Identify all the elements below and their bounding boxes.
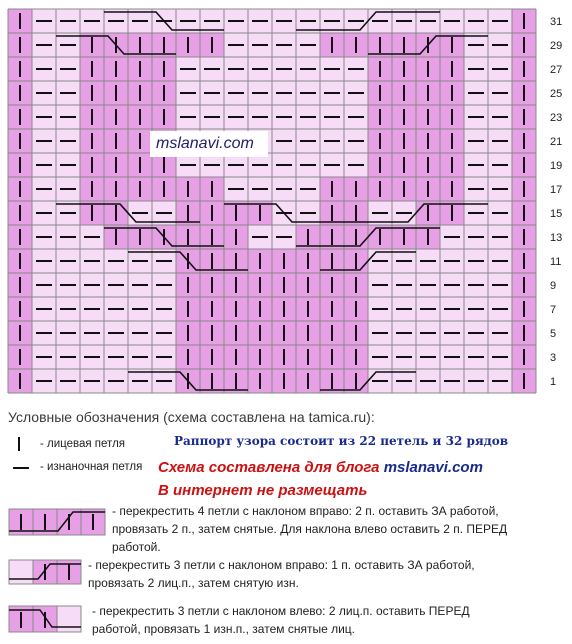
row-number: 7: [550, 304, 557, 316]
row-number: 13: [550, 232, 563, 244]
cable-4-line: - перекрестить 4 петли с наклоном вправо: 2 п. оставить ЗА работой,: [112, 504, 499, 518]
knit-label: - лицевая петля: [40, 438, 126, 450]
row-number: 23: [550, 112, 563, 124]
cable-3-right-line: - перекрестить 3 петли с наклоном вправо: 1 п. оставить ЗА работой,: [88, 558, 475, 572]
cable-4-desc: [112, 502, 507, 556]
row-number: 9: [550, 280, 557, 292]
cable-4-line: работой.: [112, 540, 161, 554]
cable-3-right-line: провязать 2 лиц.п., затем снятую изн.: [88, 576, 299, 590]
cable-3-left-desc: [92, 602, 470, 638]
row-number: 17: [550, 184, 563, 196]
row-number: 19: [550, 160, 563, 172]
row-number: 27: [550, 64, 563, 76]
no-publish-note: В интернет не размещать: [158, 482, 368, 499]
cable-3-right-icon: [8, 558, 82, 586]
cable-4-line: провязать 2 п., затем снятые. Для наклона влево оставить 2 п. ПЕРЕД: [112, 522, 508, 536]
row-number: 5: [550, 328, 557, 340]
row-number: 25: [550, 88, 563, 100]
cable-3-right-desc: [88, 556, 475, 592]
watermark: mslanavi.com: [150, 131, 268, 157]
cable-3-left-line: работой, провязать 1 изн.п., затем снятые лиц.: [92, 622, 355, 636]
row-number: 1: [550, 376, 557, 388]
purl-symbol-icon: [10, 458, 32, 478]
blog-prefix: Схема составлена для блога: [158, 459, 380, 476]
purl-label: - изнаночная петля: [40, 461, 143, 473]
cable-4-right-icon: [8, 506, 106, 538]
blog-site: mslanavi.com: [383, 459, 483, 476]
row-number: 31: [550, 16, 563, 28]
row-number: 15: [550, 208, 563, 220]
legend-title: Условные обозначения (схема составлена на tamica.ru):: [8, 409, 375, 425]
row-number: 29: [550, 40, 563, 52]
blog-note: [158, 459, 483, 476]
row-number: 3: [550, 352, 557, 364]
cable-3-left-icon: [8, 604, 82, 634]
cable-3-left-line: - перекрестить 3 петли с наклоном влево: 2 лиц.п. оставить ПЕРЕД: [92, 604, 470, 618]
row-number: 21: [550, 136, 563, 148]
row-number: 11: [550, 256, 562, 268]
rapport-note: Раппорт узора состоит из 22 петель и 32 рядов: [174, 434, 509, 448]
knit-symbol-icon: [12, 434, 26, 454]
